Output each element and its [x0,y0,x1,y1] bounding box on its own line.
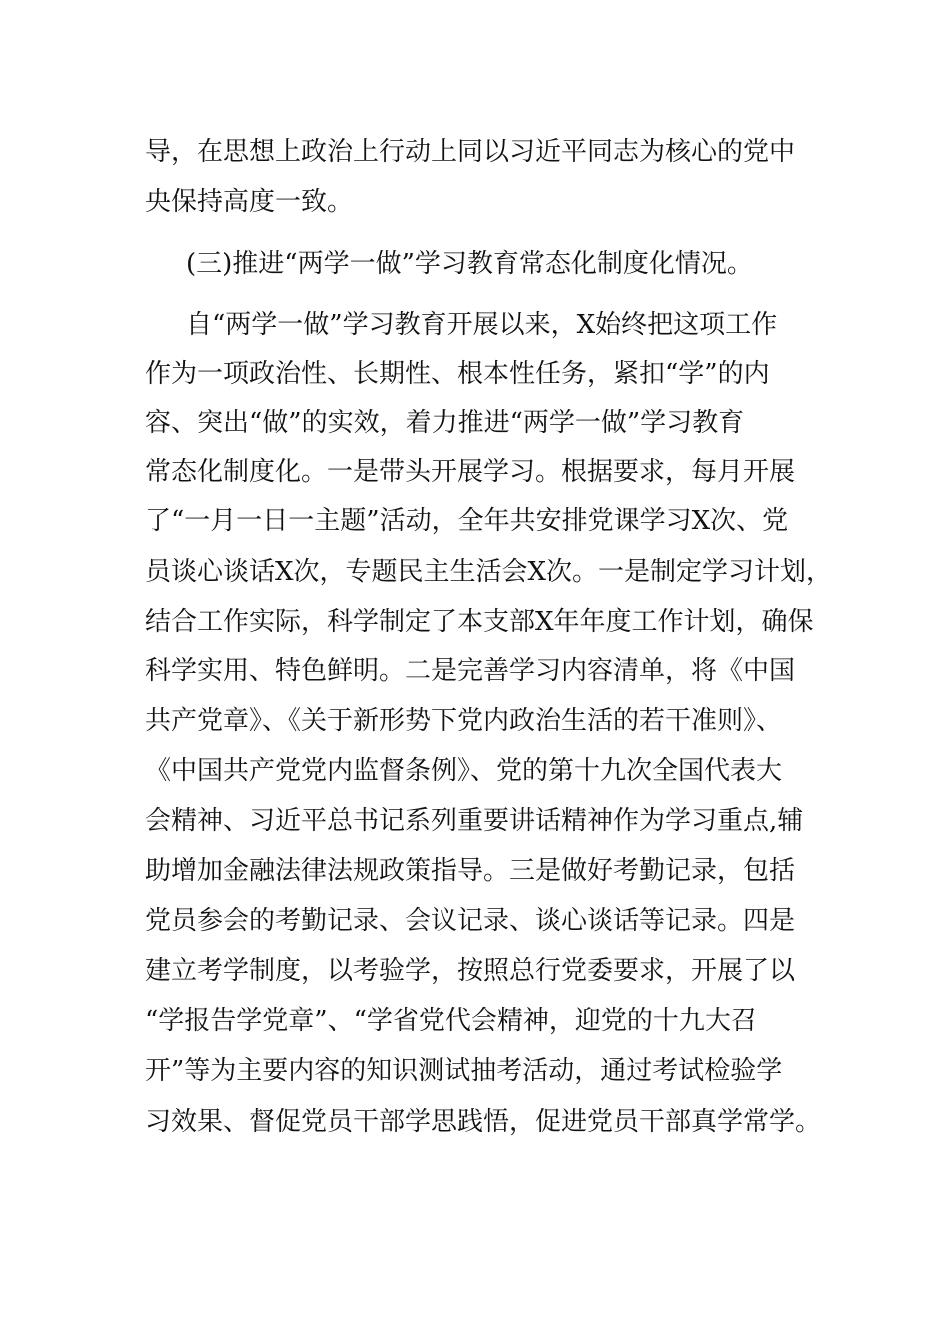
section-heading: (三)推进“两学一做”学习教育常态化制度化情况。 [186,249,753,279]
paragraph-line: 助增加金融法律法规政策指导。三是做好考勤记录，包括 [145,856,796,886]
paragraph-line: 结合工作实际，科学制定了本支部X年年度工作计划，确保 [145,607,814,637]
paragraph-line: 作为一项政治性、长期性、根本性任务，紧扣“学”的内 [145,359,770,389]
paragraph-line: 员谈心谈话X次，专题民主生活会X次。一是制定学习计划， [145,557,833,587]
paragraph-line: 容、突出“做”的实效，着力推进“两学一做”学习教育 [145,408,745,438]
paragraph-line: 了“一月一日一主题”活动，全年共安排党课学习X次、党 [145,506,789,536]
paragraph-line: 会精神、习近平总书记系列重要讲话精神作为学习重点,辅 [145,806,804,836]
paragraph-line: 习效果、督促党员干部学思践悟，促进党员干部真学常学。 [145,1107,822,1137]
paragraph-line: 导，在思想上政治上行动上同以习近平同志为核心的党中 [145,137,796,167]
paragraph-line: 科学实用、特色鲜明。二是完善学习内容清单，将《中国 [145,656,796,686]
paragraph-line: 常态化制度化。一是带头开展学习。根据要求，每月开展 [145,457,796,487]
paragraph-line: “学报告学党章”、“学省党代会精神，迎党的十九大召 [145,1006,757,1036]
paragraph-line: 央保持高度一致。 [145,187,354,217]
paragraph-line: 党员参会的考勤记录、会议记录、谈心谈话等记录。四是 [145,906,796,936]
paragraph-line: 开”等为主要内容的知识测试抽考活动，通过考试检验学 [145,1056,783,1086]
paragraph-line: 共产党章》、《关于新形势下党内政治生活的若干准则》、 [145,706,783,736]
paragraph-line: 建立考学制度，以考验学，按照总行党委要求，开展了以 [145,956,796,986]
paragraph-line: 自“两学一做”学习教育开展以来，X始终把这项工作 [186,310,778,340]
paragraph-line: 《中国共产党党内监督条例》、党的第十九次全国代表大 [145,756,783,786]
